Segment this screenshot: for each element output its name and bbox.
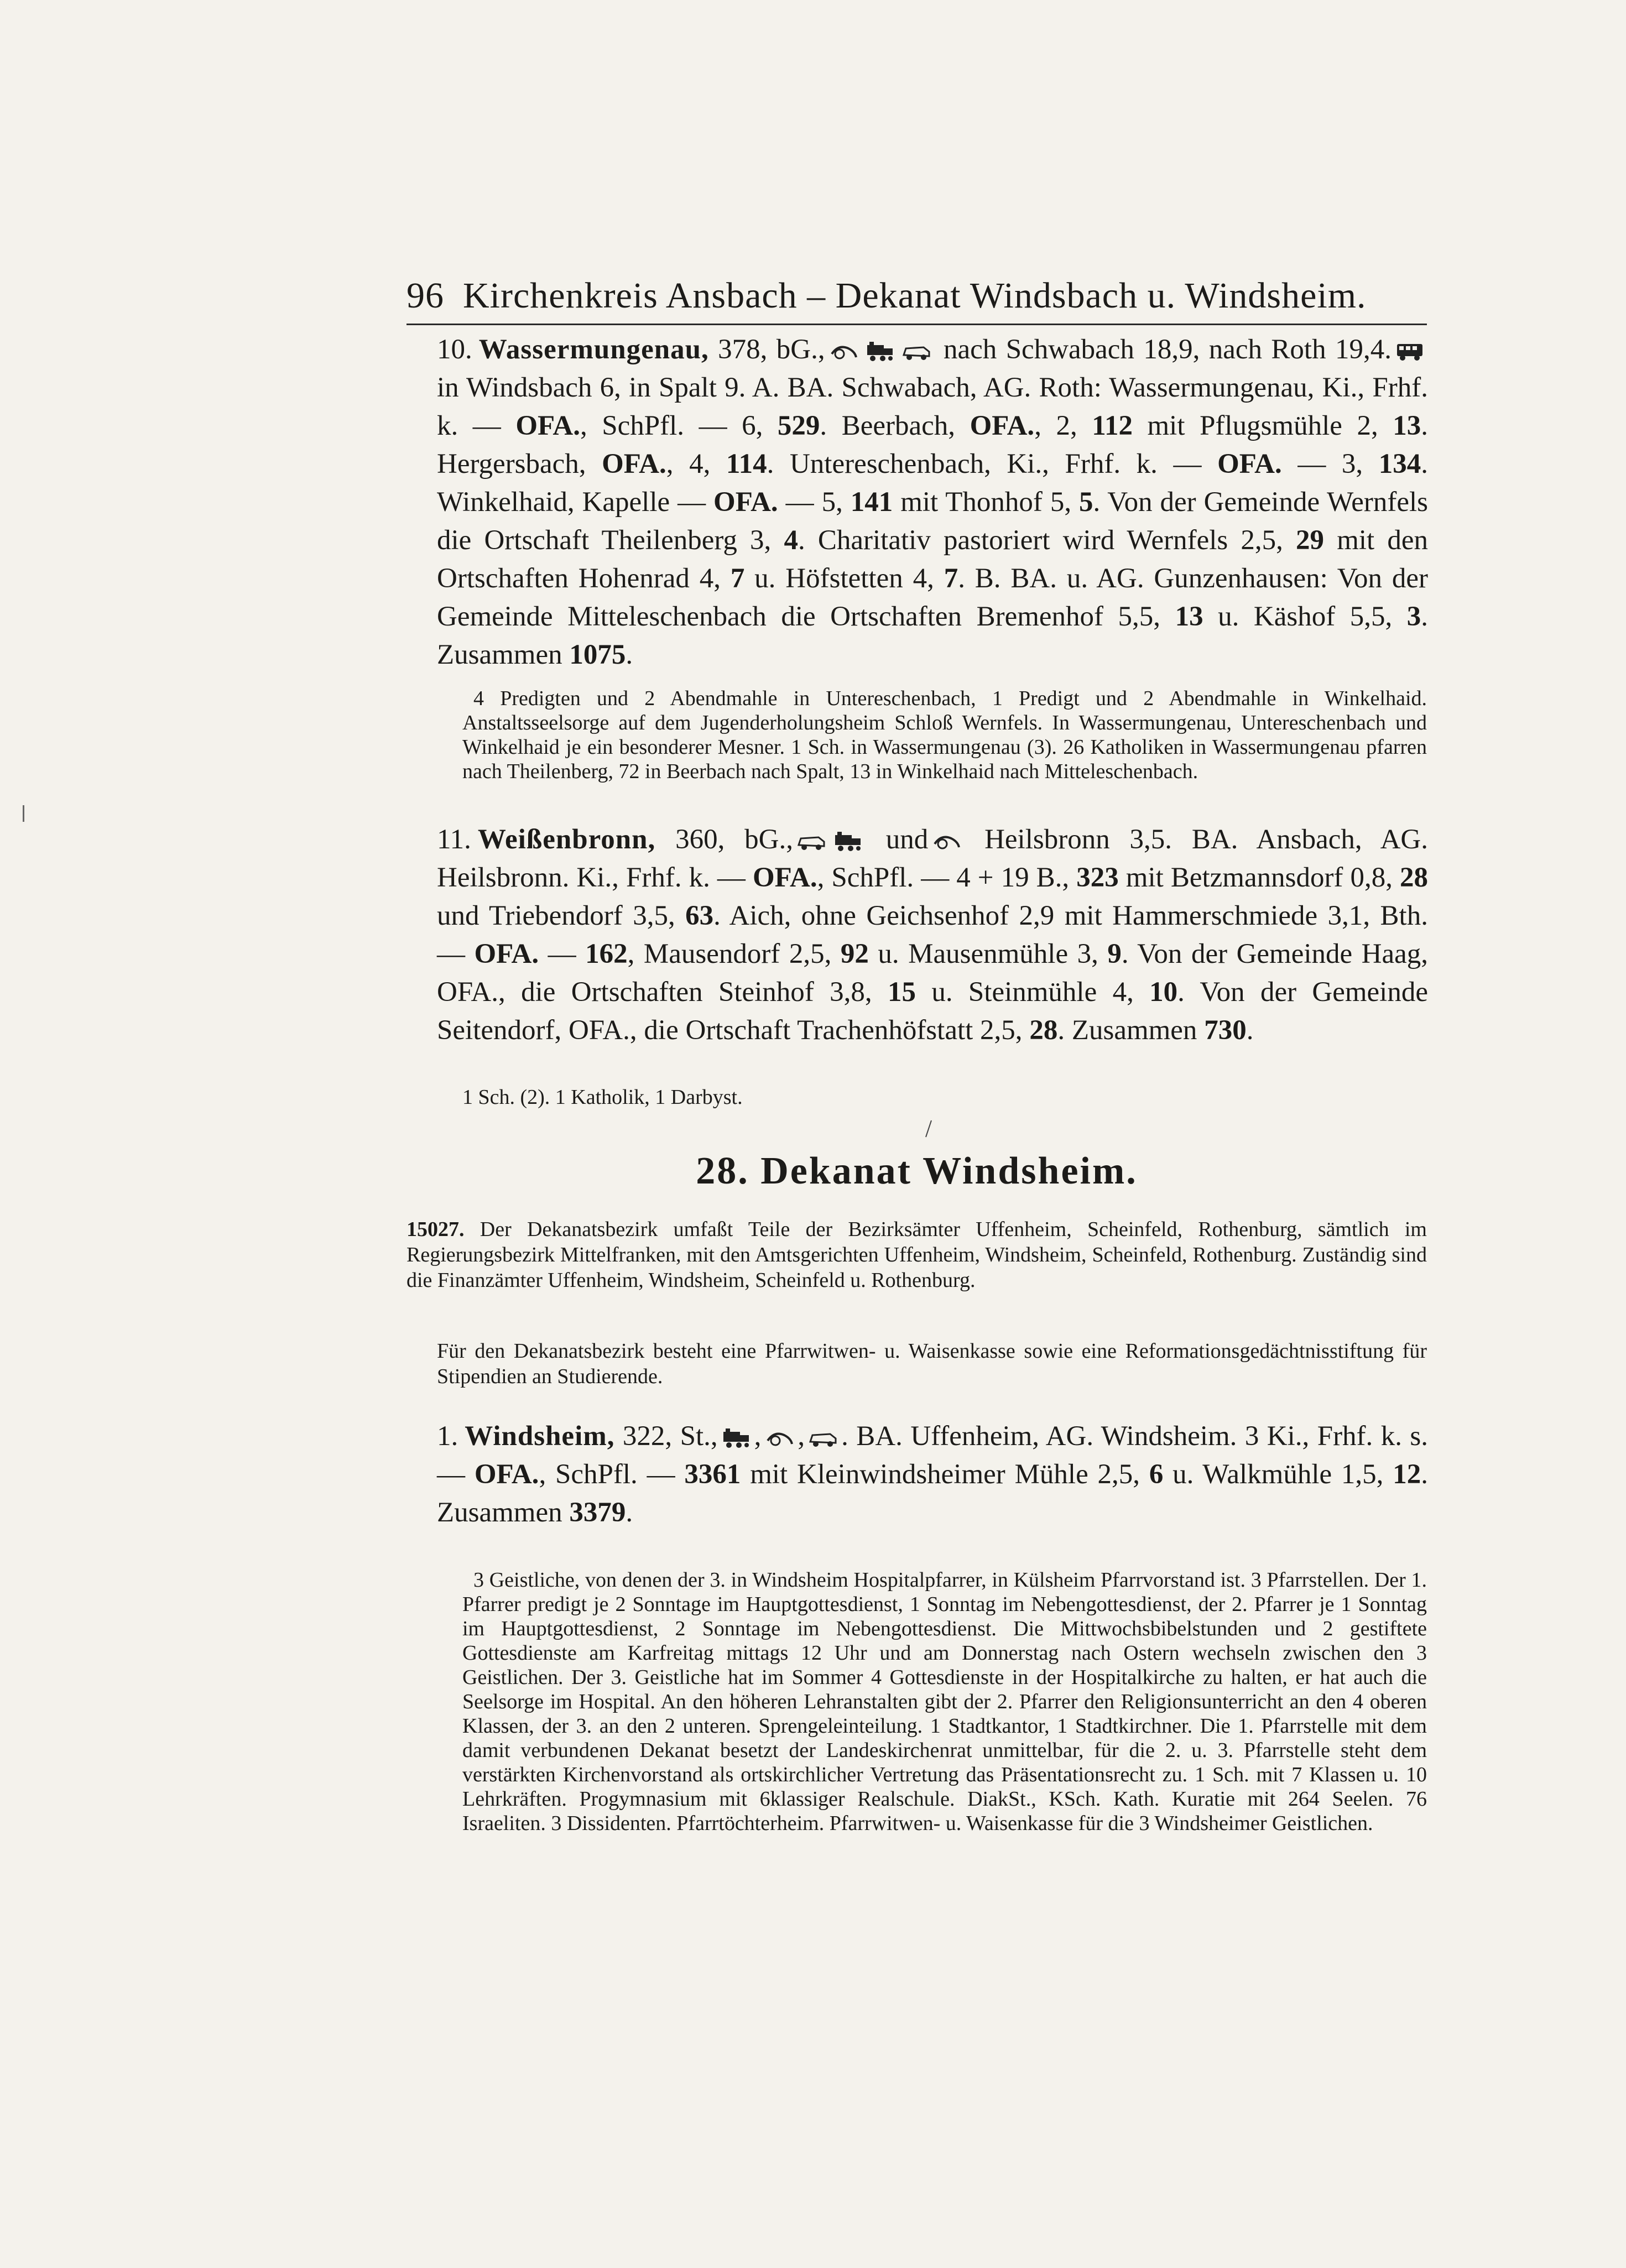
entry-text: und Triebendorf 3,5,: [437, 900, 686, 931]
entry-text: in Windsbach 6, in Spalt 9. A. BA. Schwabach, AG. Roth: Wassermungenau, Ki., Frhf. k. —: [437, 372, 1428, 441]
entry-text: u. Mausenmühle 3,: [868, 939, 1108, 969]
entry-bold: 114: [726, 449, 767, 479]
entry-bold: 7: [944, 563, 958, 594]
entry-text: u. Steinmühle 4,: [915, 977, 1150, 1008]
entry-bold: OFA.: [602, 449, 666, 479]
entry-text: Heilsbronn 3,5. BA. Ansbach, AG. Heilsbronn. Ki., Frhf. k. —: [437, 824, 1429, 893]
entry-bold: 12: [1393, 1459, 1421, 1490]
entry-bold: 13: [1175, 601, 1203, 632]
entry-text: . BA. Uffenheim, AG. Windsheim. 3 Ki., Frhf. k. s. —: [437, 1421, 1428, 1490]
entry-bold: 134: [1378, 449, 1421, 479]
entry-text: mit Pflugsmühle 2,: [1132, 410, 1393, 441]
entry-bold: 323: [1076, 862, 1119, 893]
entry-bold: 9: [1107, 939, 1122, 969]
entry-text: , Mausendorf 2,5,: [627, 939, 841, 969]
entry-text: . Von der Gemeinde Haag, OFA., die Ortschaften Steinhof 3,8,: [437, 939, 1429, 1008]
entry-text: . Aich, ohne Geichsenhof 2,9 mit Hammerschmiede 3,1, Bth. —: [437, 900, 1428, 969]
paragraph-text: Der Dekanatsbezirk umfaßt Teile der Bezirksämter Uffenheim, Scheinfeld, Rothenburg, sämtlich im Regierungsbezirk Mittelfranken, mit den Amtsgerichten Uffenheim, Windsheim, Scheinfeld, Rothenburg. Zuständig sind die Finanzämter Uffenheim, Windsheim, Scheinfeld u. Rothenburg.: [406, 1218, 1427, 1292]
pencil-mark: [925, 1119, 932, 1138]
entry-bold: 28: [1029, 1015, 1058, 1046]
entry-text: —: [539, 939, 586, 969]
entry-text: . Beerbach,: [820, 410, 970, 441]
section-title: 28. Dekanat Windsheim.: [696, 1150, 1138, 1192]
entry-text: , 2,: [1034, 410, 1092, 441]
entry-bold: OFA.: [474, 939, 539, 969]
entry-bold: 10: [1149, 977, 1178, 1008]
train-icon: [721, 1427, 751, 1448]
entry-text: . Untereschenbach, Ki., Frhf. k. —: [767, 449, 1218, 479]
bus-icon: [1395, 341, 1425, 362]
entry-number: 10.: [437, 334, 472, 365]
page-number: 96: [406, 275, 444, 316]
entry-bold: OFA.: [713, 487, 778, 518]
entry-text: . Hergersbach,: [437, 410, 1428, 479]
entry-bold: 6: [1149, 1459, 1164, 1490]
entry-bold: 3361: [684, 1459, 741, 1490]
entry-bold: 5: [1079, 487, 1093, 518]
entry-text: , SchPfl. — 6,: [580, 410, 778, 441]
entry-text: .: [626, 639, 633, 670]
entry-text: — 3,: [1281, 449, 1379, 479]
running-header: [406, 254, 1427, 314]
entry-bold: OFA.: [474, 1459, 539, 1490]
place-name: Wassermungenau,: [478, 334, 709, 365]
note-windsheim: 3 Geistliche, von denen der 3. in Windsheim Hospitalpfarrer, in Külsheim Pfarrvorstand ist. 3 Pfarrstellen. Der 1. Pfarrer predigt je 2 Sonntage im Hauptgottesdienst, 1 Sonntag im Nebengottesdienst, der 2. Pfarrer je 1 Sonntag im Hauptgottesdienst, 2 Sonntage im Nebengottesdienst. Die Mittwochsbibelstunden und 2 gestiftete Gottesdienste am Karfreitag mittags 12 Uhr und am Donnerstag nach Ostern wechseln zwischen den 3 Geistlichen. Der 3. Geistliche hat im Sommer 4 Gottesdienste in der Hospitalkirche zu halten, er hat auch die Seelsorge im Hospital. An den höheren Lehranstalten gibt der 2. Pfarrer den Religionsunterricht an den 4 oberen Klassen, der 3. an den 2 unteren. Sprengeleinteilung. 1 Stadtkantor, 1 Stadtkirchner. Die 1. Pfarrstelle mit dem damit verbundenen Dekanat besetzt der Landeskirchenrat unmittelbar, für die 2. u. 3. Pfarrstelle steht dem verstärkten Kirchenvorstand als ortskirchlicher Vertretung das Präsentationsrecht zu. 1 Sch. mit 7 Klassen u. 10 Lehrkräften. Progymnasium mit 6klassiger Realschule. DiakSt., KSch. Kath. Kuratie mit 264 Seelen. 76 Israeliten. 3 Dissidenten. Pfarrtöchterheim. Pfarrwitwen- u. Waisenkasse für die 3 Windsheimer Geistlichen.: [462, 1568, 1427, 1835]
entry-text: u. Höfstetten 4,: [744, 563, 944, 594]
entry-text: , SchPfl. — 4 + 19 B.,: [817, 862, 1077, 893]
entry-text: .: [1246, 1015, 1254, 1046]
entry-text: . Winkelhaid, Kapelle —: [437, 449, 1429, 518]
entry-wassermungenau: [437, 331, 1428, 674]
entry-text: , 4,: [666, 449, 726, 479]
entry-text: mit Thonhof 5,: [893, 487, 1080, 518]
entry-text: 322, St.,: [614, 1421, 718, 1452]
car-icon: [901, 341, 931, 362]
entry-text: mit den Ortschaften Hohenrad 4,: [437, 525, 1428, 594]
posthorn-icon: [764, 1427, 794, 1448]
entry-text: und: [866, 824, 929, 855]
train-icon: [865, 341, 895, 362]
posthorn-icon: [931, 831, 961, 852]
entry-text: , SchPfl. —: [539, 1459, 685, 1490]
paragraph-number: 15027.: [406, 1218, 465, 1241]
entry-text: . Zusammen: [1057, 1015, 1205, 1046]
note-weissenbronn: 1 Sch. (2). 1 Katholik, 1 Darbyst.: [462, 1086, 743, 1109]
entry-bold: OFA.: [1217, 449, 1282, 479]
car-icon: [796, 831, 826, 852]
entry-text: mit Betzmannsdorf 0,8,: [1118, 862, 1400, 893]
entry-text: mit Kleinwindsheimer Mühle 2,5,: [741, 1459, 1149, 1490]
entry-bold: 1075: [569, 639, 626, 670]
entry-text: — 5,: [778, 487, 851, 518]
dekanat-note: Für den Dekanatsbezirk besteht eine Pfarrwitwen- u. Waisenkasse sowie eine Reformationsgedächtnisstiftung für Stipendien an Studierende.: [437, 1339, 1427, 1388]
entry-weissenbronn: [437, 821, 1428, 1050]
entry-bold: 141: [850, 487, 893, 518]
entry-text: . Von der Gemeinde Seitendorf, OFA., die Ortschaft Trachenhöfstatt 2,5,: [437, 977, 1428, 1046]
entry-text: u. Käshof 5,5,: [1203, 601, 1407, 632]
margin-mark: [23, 805, 24, 822]
entry-text: u. Walkmühle 1,5,: [1163, 1459, 1393, 1490]
entry-text: . Zusammen: [437, 1459, 1428, 1528]
entry-number: 11.: [437, 824, 471, 855]
entry-text: . Zusammen: [437, 601, 1428, 670]
entry-bold: 162: [585, 939, 628, 969]
entry-bold: 63: [685, 900, 714, 931]
entry-text: ,: [798, 1421, 805, 1452]
place-name: Windsheim,: [465, 1421, 615, 1452]
entry-bold: 4: [784, 525, 798, 556]
entry-bold: 3: [1406, 601, 1421, 632]
note-wassermungenau: 4 Predigten und 2 Abendmahle in Untereschenbach, 1 Predigt und 2 Abendmahle in Winkelhaid. Anstaltsseelsorge auf dem Jugenderholungsheim Schloß Wernfels. In Wassermungenau, Untereschenbach und Winkelhaid je ein besonderer Mesner. 1 Sch. in Wassermungenau (3). 26 Katholiken in Wassermungenau pfarren nach Theilenberg, 72 in Beerbach nach Spalt, 13 in Winkelhaid nach Mitteleschenbach.: [462, 687, 1427, 783]
entry-text: 378, bG.,: [708, 334, 825, 365]
car-icon: [808, 1427, 838, 1448]
entry-text: . Charitativ pastoriert wird Wernfels 2,5,: [798, 525, 1296, 556]
entry-bold: 7: [730, 563, 745, 594]
entry-bold: OFA.: [970, 410, 1035, 441]
header-rule: [406, 324, 1427, 325]
entry-bold: 529: [777, 410, 820, 441]
entry-bold: 3379: [569, 1497, 626, 1528]
dekanat-description: [406, 1217, 1427, 1293]
entry-bold: 92: [840, 939, 869, 969]
entry-text: .: [626, 1497, 633, 1528]
entry-bold: 28: [1400, 862, 1429, 893]
page-title: Kirchenkreis Ansbach – Dekanat Windsbach u. Windsheim.: [463, 275, 1367, 316]
entry-bold: 730: [1204, 1015, 1247, 1046]
entry-number: 1.: [437, 1421, 458, 1452]
entry-text: 360, bG.,: [655, 824, 793, 855]
entry-text: ,: [754, 1421, 762, 1452]
entry-bold: 29: [1296, 525, 1325, 556]
entry-text: . B. BA. u. AG. Gunzenhausen: Von der Gemeinde Mitteleschenbach die Ortschaften Bremenhof 5,5,: [437, 563, 1428, 632]
entry-text: . Von der Gemeinde Wernfels die Ortschaft Theilenberg 3,: [437, 487, 1428, 556]
entry-bold: OFA.: [515, 410, 580, 441]
entry-bold: 15: [887, 977, 916, 1008]
entry-text: nach Schwabach 18,9, nach Roth 19,4.: [934, 334, 1392, 365]
place-name: Weißenbronn,: [477, 824, 656, 855]
entry-windsheim: [437, 1417, 1428, 1532]
entry-bold: 13: [1393, 410, 1421, 441]
posthorn-icon: [828, 341, 858, 362]
entry-bold: OFA.: [752, 862, 817, 893]
entry-bold: 112: [1092, 410, 1133, 441]
train-icon: [833, 831, 863, 852]
